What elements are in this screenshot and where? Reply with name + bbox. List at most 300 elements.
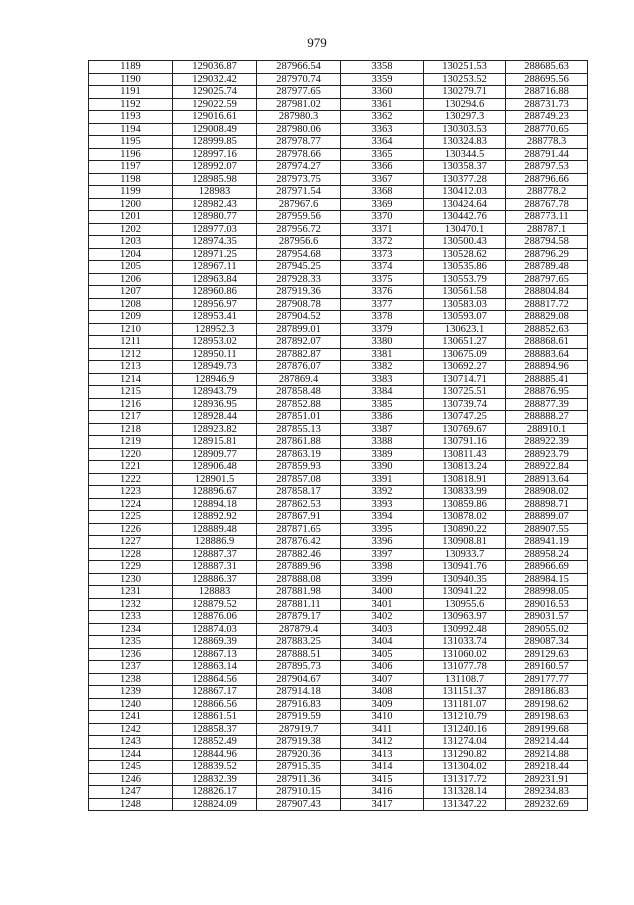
point-number-left: 1210 — [89, 323, 173, 336]
x-coordinate-left: 129025.74 — [173, 86, 257, 99]
x-coordinate-right: 130878.02 — [424, 511, 506, 524]
point-number-left: 1236 — [89, 648, 173, 661]
y-coordinate-right: 289198.63 — [506, 711, 588, 724]
y-coordinate-left: 287851.01 — [257, 411, 341, 424]
point-number-left: 1216 — [89, 398, 173, 411]
y-coordinate-right: 288923.79 — [506, 448, 588, 461]
y-coordinate-left: 287919.38 — [257, 736, 341, 749]
coordinates-table-body — [89, 61, 588, 811]
table-row — [89, 586, 588, 599]
x-coordinate-right: 130470.1 — [424, 223, 506, 236]
table-row — [89, 661, 588, 674]
y-coordinate-left: 287973.75 — [257, 173, 341, 186]
point-number-left: 1231 — [89, 586, 173, 599]
y-coordinate-left: 287881.11 — [257, 598, 341, 611]
point-number-right: 3384 — [341, 386, 424, 399]
table-row — [89, 623, 588, 636]
table-row — [89, 261, 588, 274]
table-row — [89, 511, 588, 524]
point-number-left: 1200 — [89, 198, 173, 211]
x-coordinate-right: 130818.91 — [424, 473, 506, 486]
point-number-right: 3416 — [341, 786, 424, 799]
y-coordinate-right: 288749.23 — [506, 111, 588, 124]
x-coordinate-left: 128909.77 — [173, 448, 257, 461]
y-coordinate-left: 287919.7 — [257, 723, 341, 736]
y-coordinate-left: 287981.02 — [257, 98, 341, 111]
point-number-left: 1241 — [89, 711, 173, 724]
table-row — [89, 536, 588, 549]
x-coordinate-right: 131108.7 — [424, 673, 506, 686]
x-coordinate-left: 128886.37 — [173, 573, 257, 586]
table-row — [89, 648, 588, 661]
coordinates-table — [88, 60, 588, 811]
point-number-left: 1198 — [89, 173, 173, 186]
point-number-left: 1195 — [89, 136, 173, 149]
y-coordinate-left: 287863.19 — [257, 448, 341, 461]
point-number-left: 1245 — [89, 761, 173, 774]
point-number-left: 1238 — [89, 673, 173, 686]
point-number-right: 3359 — [341, 73, 424, 86]
y-coordinate-right: 288685.63 — [506, 61, 588, 74]
y-coordinate-left: 287959.56 — [257, 211, 341, 224]
point-number-left: 1224 — [89, 498, 173, 511]
x-coordinate-left: 128997.16 — [173, 148, 257, 161]
x-coordinate-right: 130358.37 — [424, 161, 506, 174]
y-coordinate-left: 287928.33 — [257, 273, 341, 286]
point-number-right: 3360 — [341, 86, 424, 99]
x-coordinate-right: 130297.3 — [424, 111, 506, 124]
point-number-right: 3374 — [341, 261, 424, 274]
x-coordinate-right: 130791.16 — [424, 436, 506, 449]
point-number-left: 1237 — [89, 661, 173, 674]
point-number-right: 3363 — [341, 123, 424, 136]
x-coordinate-right: 131347.22 — [424, 798, 506, 811]
point-number-right: 3373 — [341, 248, 424, 261]
y-coordinate-right: 288868.61 — [506, 336, 588, 349]
table-row — [89, 711, 588, 724]
y-coordinate-left: 287970.74 — [257, 73, 341, 86]
point-number-left: 1239 — [89, 686, 173, 699]
y-coordinate-right: 288907.55 — [506, 523, 588, 536]
y-coordinate-right: 288966.69 — [506, 561, 588, 574]
point-number-left: 1219 — [89, 436, 173, 449]
y-coordinate-right: 288767.78 — [506, 198, 588, 211]
y-coordinate-left: 287889.96 — [257, 561, 341, 574]
x-coordinate-right: 130561.58 — [424, 286, 506, 299]
point-number-right: 3394 — [341, 511, 424, 524]
y-coordinate-right: 289214.44 — [506, 736, 588, 749]
x-coordinate-left: 128906.48 — [173, 461, 257, 474]
point-number-right: 3399 — [341, 573, 424, 586]
x-coordinate-right: 131328.14 — [424, 786, 506, 799]
point-number-right: 3392 — [341, 486, 424, 499]
y-coordinate-right: 289231.91 — [506, 773, 588, 786]
x-coordinate-right: 130747.25 — [424, 411, 506, 424]
y-coordinate-left: 287892.07 — [257, 336, 341, 349]
y-coordinate-right: 288791.44 — [506, 148, 588, 161]
point-number-right: 3367 — [341, 173, 424, 186]
y-coordinate-left: 287882.46 — [257, 548, 341, 561]
point-number-left: 1196 — [89, 148, 173, 161]
table-row — [89, 336, 588, 349]
point-number-right: 3415 — [341, 773, 424, 786]
point-number-left: 1218 — [89, 423, 173, 436]
point-number-left: 1217 — [89, 411, 173, 424]
x-coordinate-right: 130955.6 — [424, 598, 506, 611]
x-coordinate-right: 130933.7 — [424, 548, 506, 561]
y-coordinate-right: 289177.77 — [506, 673, 588, 686]
y-coordinate-right: 289232.69 — [506, 798, 588, 811]
x-coordinate-right: 130500.43 — [424, 236, 506, 249]
x-coordinate-left: 128956.97 — [173, 298, 257, 311]
point-number-left: 1223 — [89, 486, 173, 499]
table-row — [89, 173, 588, 186]
table-row — [89, 473, 588, 486]
point-number-right: 3369 — [341, 198, 424, 211]
table-row — [89, 573, 588, 586]
table-row — [89, 748, 588, 761]
x-coordinate-right: 131033.74 — [424, 636, 506, 649]
point-number-right: 3368 — [341, 186, 424, 199]
table-row — [89, 436, 588, 449]
x-coordinate-right: 130442.76 — [424, 211, 506, 224]
x-coordinate-left: 128999.85 — [173, 136, 257, 149]
y-coordinate-right: 288910.1 — [506, 423, 588, 436]
y-coordinate-left: 287879.17 — [257, 611, 341, 624]
y-coordinate-left: 287911.36 — [257, 773, 341, 786]
x-coordinate-left: 128974.35 — [173, 236, 257, 249]
x-coordinate-right: 130294.6 — [424, 98, 506, 111]
x-coordinate-left: 128894.18 — [173, 498, 257, 511]
y-coordinate-right: 288778.3 — [506, 136, 588, 149]
point-number-left: 1191 — [89, 86, 173, 99]
x-coordinate-right: 130377.28 — [424, 173, 506, 186]
table-row — [89, 398, 588, 411]
point-number-right: 3386 — [341, 411, 424, 424]
y-coordinate-right: 289218.44 — [506, 761, 588, 774]
table-row — [89, 73, 588, 86]
y-coordinate-left: 287945.25 — [257, 261, 341, 274]
x-coordinate-right: 130833.99 — [424, 486, 506, 499]
table-row — [89, 598, 588, 611]
y-coordinate-right: 288797.65 — [506, 273, 588, 286]
point-number-left: 1205 — [89, 261, 173, 274]
point-number-left: 1234 — [89, 623, 173, 636]
x-coordinate-right: 131274.04 — [424, 736, 506, 749]
x-coordinate-right: 131210.79 — [424, 711, 506, 724]
point-number-right: 3398 — [341, 561, 424, 574]
x-coordinate-right: 130583.03 — [424, 298, 506, 311]
x-coordinate-left: 128864.56 — [173, 673, 257, 686]
y-coordinate-right: 288885.41 — [506, 373, 588, 386]
point-number-left: 1197 — [89, 161, 173, 174]
x-coordinate-left: 128896.67 — [173, 486, 257, 499]
point-number-left: 1204 — [89, 248, 173, 261]
y-coordinate-right: 289087.34 — [506, 636, 588, 649]
x-coordinate-right: 130424.64 — [424, 198, 506, 211]
x-coordinate-left: 128832.39 — [173, 773, 257, 786]
x-coordinate-right: 130535.86 — [424, 261, 506, 274]
x-coordinate-right: 130908.81 — [424, 536, 506, 549]
table-row — [89, 161, 588, 174]
y-coordinate-left: 287867.91 — [257, 511, 341, 524]
x-coordinate-left: 128863.14 — [173, 661, 257, 674]
x-coordinate-right: 130303.53 — [424, 123, 506, 136]
x-coordinate-left: 128923.82 — [173, 423, 257, 436]
point-number-right: 3366 — [341, 161, 424, 174]
point-number-left: 1222 — [89, 473, 173, 486]
point-number-left: 1202 — [89, 223, 173, 236]
y-coordinate-left: 287858.48 — [257, 386, 341, 399]
x-coordinate-right: 130553.79 — [424, 273, 506, 286]
y-coordinate-right: 288770.65 — [506, 123, 588, 136]
x-coordinate-left: 128963.84 — [173, 273, 257, 286]
x-coordinate-left: 128980.77 — [173, 211, 257, 224]
x-coordinate-left: 128876.06 — [173, 611, 257, 624]
point-number-right: 3411 — [341, 723, 424, 736]
y-coordinate-left: 287882.87 — [257, 348, 341, 361]
y-coordinate-right: 288794.58 — [506, 236, 588, 249]
table-row — [89, 636, 588, 649]
y-coordinate-right: 288731.73 — [506, 98, 588, 111]
y-coordinate-left: 287966.54 — [257, 61, 341, 74]
y-coordinate-left: 287977.65 — [257, 86, 341, 99]
y-coordinate-left: 287888.51 — [257, 648, 341, 661]
x-coordinate-left: 128982.43 — [173, 198, 257, 211]
x-coordinate-left: 129036.87 — [173, 61, 257, 74]
y-coordinate-right: 288852.63 — [506, 323, 588, 336]
table-row — [89, 236, 588, 249]
x-coordinate-left: 129016.61 — [173, 111, 257, 124]
y-coordinate-right: 289129.63 — [506, 648, 588, 661]
page-number: 979 — [307, 35, 327, 50]
point-number-right: 3378 — [341, 311, 424, 324]
y-coordinate-right: 288958.24 — [506, 548, 588, 561]
point-number-left: 1229 — [89, 561, 173, 574]
y-coordinate-left: 287904.67 — [257, 673, 341, 686]
y-coordinate-left: 287910.15 — [257, 786, 341, 799]
table-row — [89, 561, 588, 574]
y-coordinate-right: 288888.27 — [506, 411, 588, 424]
x-coordinate-right: 130940.35 — [424, 573, 506, 586]
y-coordinate-left: 287883.25 — [257, 636, 341, 649]
point-number-right: 3397 — [341, 548, 424, 561]
x-coordinate-left: 128887.37 — [173, 548, 257, 561]
y-coordinate-right: 289186.83 — [506, 686, 588, 699]
y-coordinate-right: 288894.96 — [506, 361, 588, 374]
x-coordinate-left: 128874.03 — [173, 623, 257, 636]
x-coordinate-right: 131240.16 — [424, 723, 506, 736]
point-number-left: 1246 — [89, 773, 173, 786]
point-number-right: 3379 — [341, 323, 424, 336]
point-number-left: 1203 — [89, 236, 173, 249]
point-number-right: 3390 — [341, 461, 424, 474]
x-coordinate-right: 130725.51 — [424, 386, 506, 399]
y-coordinate-right: 288899.07 — [506, 511, 588, 524]
y-coordinate-right: 289055.02 — [506, 623, 588, 636]
y-coordinate-left: 287954.68 — [257, 248, 341, 261]
x-coordinate-left: 128867.17 — [173, 686, 257, 699]
point-number-right: 3403 — [341, 623, 424, 636]
y-coordinate-left: 287967.6 — [257, 198, 341, 211]
table-row — [89, 386, 588, 399]
table-row — [89, 223, 588, 236]
point-number-left: 1193 — [89, 111, 173, 124]
x-coordinate-left: 128879.52 — [173, 598, 257, 611]
table-row — [89, 486, 588, 499]
x-coordinate-left: 128844.96 — [173, 748, 257, 761]
y-coordinate-right: 288796.29 — [506, 248, 588, 261]
y-coordinate-right: 288789.48 — [506, 261, 588, 274]
x-coordinate-left: 128953.02 — [173, 336, 257, 349]
table-row — [89, 348, 588, 361]
table-row — [89, 423, 588, 436]
point-number-left: 1226 — [89, 523, 173, 536]
point-number-left: 1208 — [89, 298, 173, 311]
x-coordinate-right: 131290.82 — [424, 748, 506, 761]
x-coordinate-left: 128892.92 — [173, 511, 257, 524]
point-number-right: 3371 — [341, 223, 424, 236]
x-coordinate-left: 128886.9 — [173, 536, 257, 549]
y-coordinate-left: 287881.98 — [257, 586, 341, 599]
x-coordinate-right: 130963.97 — [424, 611, 506, 624]
point-number-left: 1220 — [89, 448, 173, 461]
x-coordinate-right: 130859.86 — [424, 498, 506, 511]
y-coordinate-left: 287862.53 — [257, 498, 341, 511]
point-number-right: 3372 — [341, 236, 424, 249]
x-coordinate-right: 130412.03 — [424, 186, 506, 199]
point-number-right: 3370 — [341, 211, 424, 224]
table-row — [89, 723, 588, 736]
point-number-right: 3388 — [341, 436, 424, 449]
x-coordinate-left: 128883 — [173, 586, 257, 599]
table-row — [89, 523, 588, 536]
point-number-right: 3408 — [341, 686, 424, 699]
y-coordinate-left: 287869.4 — [257, 373, 341, 386]
table-row — [89, 86, 588, 99]
point-number-right: 3409 — [341, 698, 424, 711]
y-coordinate-left: 287971.54 — [257, 186, 341, 199]
table-row — [89, 248, 588, 261]
point-number-right: 3406 — [341, 661, 424, 674]
y-coordinate-left: 287980.06 — [257, 123, 341, 136]
x-coordinate-right: 130811.43 — [424, 448, 506, 461]
table-row — [89, 773, 588, 786]
table-row — [89, 736, 588, 749]
x-coordinate-right: 130251.53 — [424, 61, 506, 74]
x-coordinate-left: 128852.49 — [173, 736, 257, 749]
table-row — [89, 448, 588, 461]
y-coordinate-right: 288883.64 — [506, 348, 588, 361]
x-coordinate-left: 128952.3 — [173, 323, 257, 336]
y-coordinate-left: 287871.65 — [257, 523, 341, 536]
x-coordinate-right: 131077.78 — [424, 661, 506, 674]
table-row — [89, 311, 588, 324]
y-coordinate-right: 288984.15 — [506, 573, 588, 586]
x-coordinate-left: 129032.42 — [173, 73, 257, 86]
x-coordinate-right: 130769.67 — [424, 423, 506, 436]
y-coordinate-right: 288787.1 — [506, 223, 588, 236]
y-coordinate-left: 287904.52 — [257, 311, 341, 324]
point-number-left: 1247 — [89, 786, 173, 799]
x-coordinate-right: 130324.83 — [424, 136, 506, 149]
point-number-right: 3407 — [341, 673, 424, 686]
y-coordinate-left: 287888.08 — [257, 573, 341, 586]
x-coordinate-right: 131060.02 — [424, 648, 506, 661]
point-number-left: 1221 — [89, 461, 173, 474]
point-number-right: 3401 — [341, 598, 424, 611]
point-number-right: 3413 — [341, 748, 424, 761]
x-coordinate-left: 128901.5 — [173, 473, 257, 486]
x-coordinate-right: 130279.71 — [424, 86, 506, 99]
point-number-right: 3402 — [341, 611, 424, 624]
point-number-right: 3385 — [341, 398, 424, 411]
y-coordinate-right: 289214.88 — [506, 748, 588, 761]
point-number-left: 1230 — [89, 573, 173, 586]
x-coordinate-left: 128915.81 — [173, 436, 257, 449]
point-number-left: 1242 — [89, 723, 173, 736]
point-number-left: 1209 — [89, 311, 173, 324]
x-coordinate-right: 130941.76 — [424, 561, 506, 574]
x-coordinate-right: 130344.5 — [424, 148, 506, 161]
x-coordinate-left: 128869.39 — [173, 636, 257, 649]
point-number-right: 3358 — [341, 61, 424, 74]
x-coordinate-left: 128861.51 — [173, 711, 257, 724]
point-number-left: 1225 — [89, 511, 173, 524]
point-number-right: 3410 — [341, 711, 424, 724]
y-coordinate-right: 288922.84 — [506, 461, 588, 474]
x-coordinate-right: 130890.22 — [424, 523, 506, 536]
y-coordinate-left: 287919.36 — [257, 286, 341, 299]
y-coordinate-left: 287899.01 — [257, 323, 341, 336]
point-number-left: 1232 — [89, 598, 173, 611]
x-coordinate-left: 128953.41 — [173, 311, 257, 324]
y-coordinate-right: 288913.64 — [506, 473, 588, 486]
table-row — [89, 198, 588, 211]
table-row — [89, 286, 588, 299]
point-number-right: 3362 — [341, 111, 424, 124]
y-coordinate-left: 287916.83 — [257, 698, 341, 711]
y-coordinate-right: 289016.53 — [506, 598, 588, 611]
y-coordinate-left: 287861.88 — [257, 436, 341, 449]
point-number-right: 3380 — [341, 336, 424, 349]
y-coordinate-right: 288796.66 — [506, 173, 588, 186]
y-coordinate-right: 289199.68 — [506, 723, 588, 736]
point-number-right: 3381 — [341, 348, 424, 361]
point-number-left: 1248 — [89, 798, 173, 811]
x-coordinate-right: 130593.07 — [424, 311, 506, 324]
y-coordinate-left: 287876.07 — [257, 361, 341, 374]
point-number-left: 1214 — [89, 373, 173, 386]
y-coordinate-right: 289160.57 — [506, 661, 588, 674]
table-row — [89, 461, 588, 474]
y-coordinate-right: 288829.08 — [506, 311, 588, 324]
table-row — [89, 761, 588, 774]
point-number-right: 3383 — [341, 373, 424, 386]
y-coordinate-left: 287978.66 — [257, 148, 341, 161]
point-number-left: 1189 — [89, 61, 173, 74]
x-coordinate-right: 131304.02 — [424, 761, 506, 774]
point-number-left: 1212 — [89, 348, 173, 361]
x-coordinate-left: 128858.37 — [173, 723, 257, 736]
y-coordinate-right: 288998.05 — [506, 586, 588, 599]
y-coordinate-left: 287956.6 — [257, 236, 341, 249]
table-row — [89, 186, 588, 199]
table-row — [89, 111, 588, 124]
y-coordinate-left: 287919.59 — [257, 711, 341, 724]
x-coordinate-right: 130675.09 — [424, 348, 506, 361]
x-coordinate-left: 128949.73 — [173, 361, 257, 374]
